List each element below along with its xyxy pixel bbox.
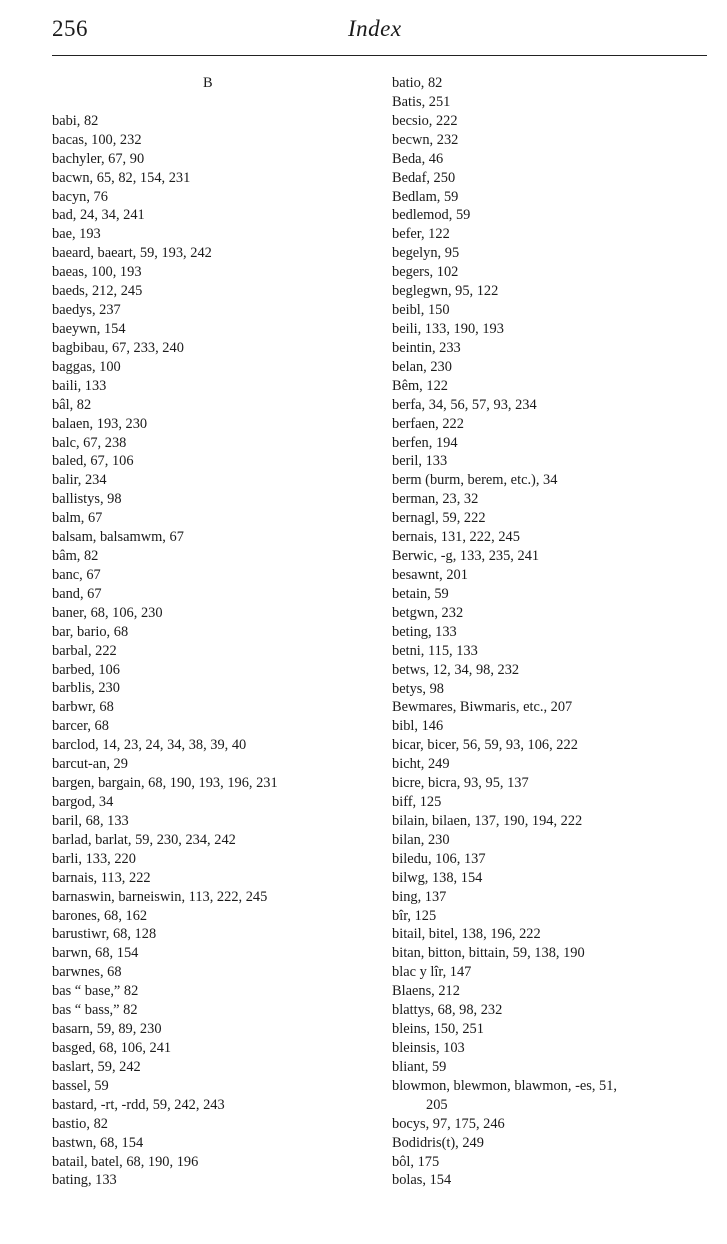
index-entry: barwn, 68, 154 xyxy=(52,945,139,962)
index-entry: batio, 82 xyxy=(392,75,443,91)
index-entry: bicht, 249 xyxy=(392,756,450,773)
index-entry: bas “ base,” 82 xyxy=(52,983,139,1000)
index-entry: bernais, 131, 222, 245 xyxy=(392,529,520,546)
index-entry: bleins, 150, 251 xyxy=(392,1021,484,1038)
index-entry: barblis, 230 xyxy=(52,680,120,697)
index-entry: barcut-an, 29 xyxy=(52,756,128,773)
header-rule xyxy=(52,55,707,56)
index-entry: baili, 133 xyxy=(52,377,107,394)
index-entry: bicre, bicra, 93, 95, 137 xyxy=(392,775,529,792)
index-entry: betgwn, 232 xyxy=(392,604,464,621)
index-entry: baedys, 237 xyxy=(52,302,121,319)
index-entry: bagbibau, 67, 233, 240 xyxy=(52,339,184,356)
index-entry: Bodidris(t), 249 xyxy=(392,1134,484,1151)
index-entry: beting, 133 xyxy=(392,623,457,640)
index-entry: berfen, 194 xyxy=(392,434,458,451)
index-entry: bôl, 175 xyxy=(392,1153,440,1170)
index-entry: barbed, 106 xyxy=(52,661,120,678)
index-entry: balsam, balsamwm, 67 xyxy=(52,529,184,546)
index-entry: Bêm, 122 xyxy=(392,377,448,394)
index-entry: barli, 133, 220 xyxy=(52,850,136,867)
index-entry: barnais, 113, 222 xyxy=(52,869,151,886)
index-entry: baeard, baeart, 59, 193, 242 xyxy=(52,245,212,262)
index-entry: blattys, 68, 98, 232 xyxy=(392,1002,503,1019)
index-entry: baslart, 59, 242 xyxy=(52,1058,141,1075)
index-entry: beintin, 233 xyxy=(392,339,461,356)
index-entry: Beda, 46 xyxy=(392,150,444,167)
index-entry: bacwn, 65, 82, 154, 231 xyxy=(52,169,191,186)
index-entry: barlad, barlat, 59, 230, 234, 242 xyxy=(52,831,236,848)
index-entry: bad, 24, 34, 241 xyxy=(52,207,145,224)
index-entry: bleinsis, 103 xyxy=(392,1040,465,1057)
index-entry: betys, 98 xyxy=(392,680,444,697)
index-entry: betni, 115, 133 xyxy=(392,642,478,659)
index-entry: baled, 67, 106 xyxy=(52,453,134,470)
index-entry: batail, batel, 68, 190, 196 xyxy=(52,1153,199,1170)
index-entry: becsio, 222 xyxy=(392,112,458,129)
running-head: Index xyxy=(348,16,402,41)
index-entry: berman, 23, 32 xyxy=(392,491,479,508)
index-entry: barones, 68, 162 xyxy=(52,907,148,924)
index-entry: begers, 102 xyxy=(392,264,459,281)
index-entry: barwnes, 68 xyxy=(52,964,122,981)
index-entry: bae, 193 xyxy=(52,226,101,243)
index-entry: barbwr, 68 xyxy=(52,699,114,716)
index-entry: bating, 133 xyxy=(52,1172,117,1189)
index-entry: bernagl, 59, 222 xyxy=(392,510,486,527)
index-entry: betain, 59 xyxy=(392,585,449,602)
index-entry: barnaswin, barneiswin, 113, 222, 245 xyxy=(52,888,268,905)
page-header xyxy=(52,14,707,48)
index-entry: biledu, 106, 137 xyxy=(392,850,486,867)
index-entry: bitail, bitel, 138, 196, 222 xyxy=(392,926,541,943)
index-entry: beili, 133, 190, 193 xyxy=(392,320,504,337)
index-entry: bastard, -rt, -rdd, 59, 242, 243 xyxy=(52,1096,225,1113)
index-entry: befer, 122 xyxy=(392,226,450,243)
index-entry: bargod, 34 xyxy=(52,794,114,811)
index-entry: bastio, 82 xyxy=(52,1115,108,1132)
index-entry: bilwg, 138, 154 xyxy=(392,869,483,886)
index-entry: bocys, 97, 175, 246 xyxy=(392,1115,505,1132)
index-entry: baeas, 100, 193 xyxy=(52,264,142,281)
index-entry: bibl, 146 xyxy=(392,718,444,735)
index-entry: berfa, 34, 56, 57, 93, 234 xyxy=(392,396,537,413)
index-entry: bargen, bargain, 68, 190, 193, 196, 231 xyxy=(52,775,278,792)
index-entry: becwn, 232 xyxy=(392,131,459,148)
index-entry: Bedlam, 59 xyxy=(392,188,459,205)
index-entry: bâl, 82 xyxy=(52,396,92,413)
index-entry: babi, 82 xyxy=(52,112,99,129)
index-entry: banc, 67 xyxy=(52,566,101,583)
index-entry: baeds, 212, 245 xyxy=(52,283,143,300)
index-entry: bachyler, 67, 90 xyxy=(52,150,145,167)
index-entry: balm, 67 xyxy=(52,510,103,527)
index-entry: bar, bario, 68 xyxy=(52,623,129,640)
index-entry: basged, 68, 106, 241 xyxy=(52,1040,172,1056)
index-entry: blac y lîr, 147 xyxy=(392,964,472,981)
index-entry: belan, 230 xyxy=(392,358,452,375)
index-entry: barustiwr, 68, 128 xyxy=(52,926,157,943)
index-entry: bilan, 230 xyxy=(392,831,450,848)
index-entry: bastwn, 68, 154 xyxy=(52,1134,144,1151)
index-entry: baggas, 100 xyxy=(52,358,121,375)
index-entry: bitan, bitton, bittain, 59, 138, 190 xyxy=(392,945,585,962)
section-letter: B xyxy=(203,75,213,91)
index-entry: bliant, 59 xyxy=(392,1058,447,1075)
index-entry: bacas, 100, 232 xyxy=(52,131,142,148)
index-entry: biff, 125 xyxy=(392,794,442,811)
index-entry: basarn, 59, 89, 230 xyxy=(52,1021,162,1038)
index-entry: bacyn, 76 xyxy=(52,188,108,205)
index-entry: blowmon, blewmon, blawmon, -es, 51, xyxy=(392,1077,618,1094)
index-entry: Bewmares, Biwmaris, etc., 207 xyxy=(392,699,573,716)
index-entry: betws, 12, 34, 98, 232 xyxy=(392,661,520,678)
index-entry: band, 67 xyxy=(52,585,102,602)
index-entry: bîr, 125 xyxy=(392,907,437,924)
index-entry: barcer, 68 xyxy=(52,718,109,735)
index-entry: bâm, 82 xyxy=(52,548,99,565)
index-entry: Bedaf, 250 xyxy=(392,169,456,186)
index-entry: bas “ bass,” 82 xyxy=(52,1002,138,1019)
index-entry: beglegwn, 95, 122 xyxy=(392,283,499,300)
index-entry: Berwic, -g, 133, 235, 241 xyxy=(392,548,540,565)
index-entry: Batis, 251 xyxy=(392,93,451,110)
index-entry: beibl, 150 xyxy=(392,302,450,319)
page-number: 256 xyxy=(52,16,88,41)
index-column-right xyxy=(392,74,714,1190)
index-entry: besawnt, 201 xyxy=(392,566,468,583)
index-entry: berm (burm, berem, etc.), 34 xyxy=(392,472,558,489)
index-entry: bedlemod, 59 xyxy=(392,207,471,224)
index-entry: balaen, 193, 230 xyxy=(52,415,148,432)
index-entry: berfaen, 222 xyxy=(392,415,464,432)
index-entry: 205 xyxy=(426,1096,448,1113)
index-entry: Blaens, 212 xyxy=(392,983,460,1000)
index-entry: barbal, 222 xyxy=(52,642,117,659)
index-entry: barclod, 14, 23, 24, 34, 38, 39, 40 xyxy=(52,737,247,754)
index-entry: balir, 234 xyxy=(52,472,107,489)
index-entry: begelyn, 95 xyxy=(392,245,460,262)
index-entry: bassel, 59 xyxy=(52,1077,109,1094)
index-entry: bilain, bilaen, 137, 190, 194, 222 xyxy=(392,812,583,829)
index-entry: baner, 68, 106, 230 xyxy=(52,604,163,621)
index-entry: baeywn, 154 xyxy=(52,320,126,337)
index-entry: beril, 133 xyxy=(392,453,448,470)
index-entry: bicar, bicer, 56, 59, 93, 106, 222 xyxy=(392,737,578,754)
index-column-left xyxy=(52,74,377,1190)
index-entry: bolas, 154 xyxy=(392,1172,452,1189)
index-entry: ballistys, 98 xyxy=(52,491,122,508)
index-entry: balc, 67, 238 xyxy=(52,434,127,451)
index-entry: bing, 137 xyxy=(392,888,447,905)
index-entry: baril, 68, 133 xyxy=(52,812,129,829)
